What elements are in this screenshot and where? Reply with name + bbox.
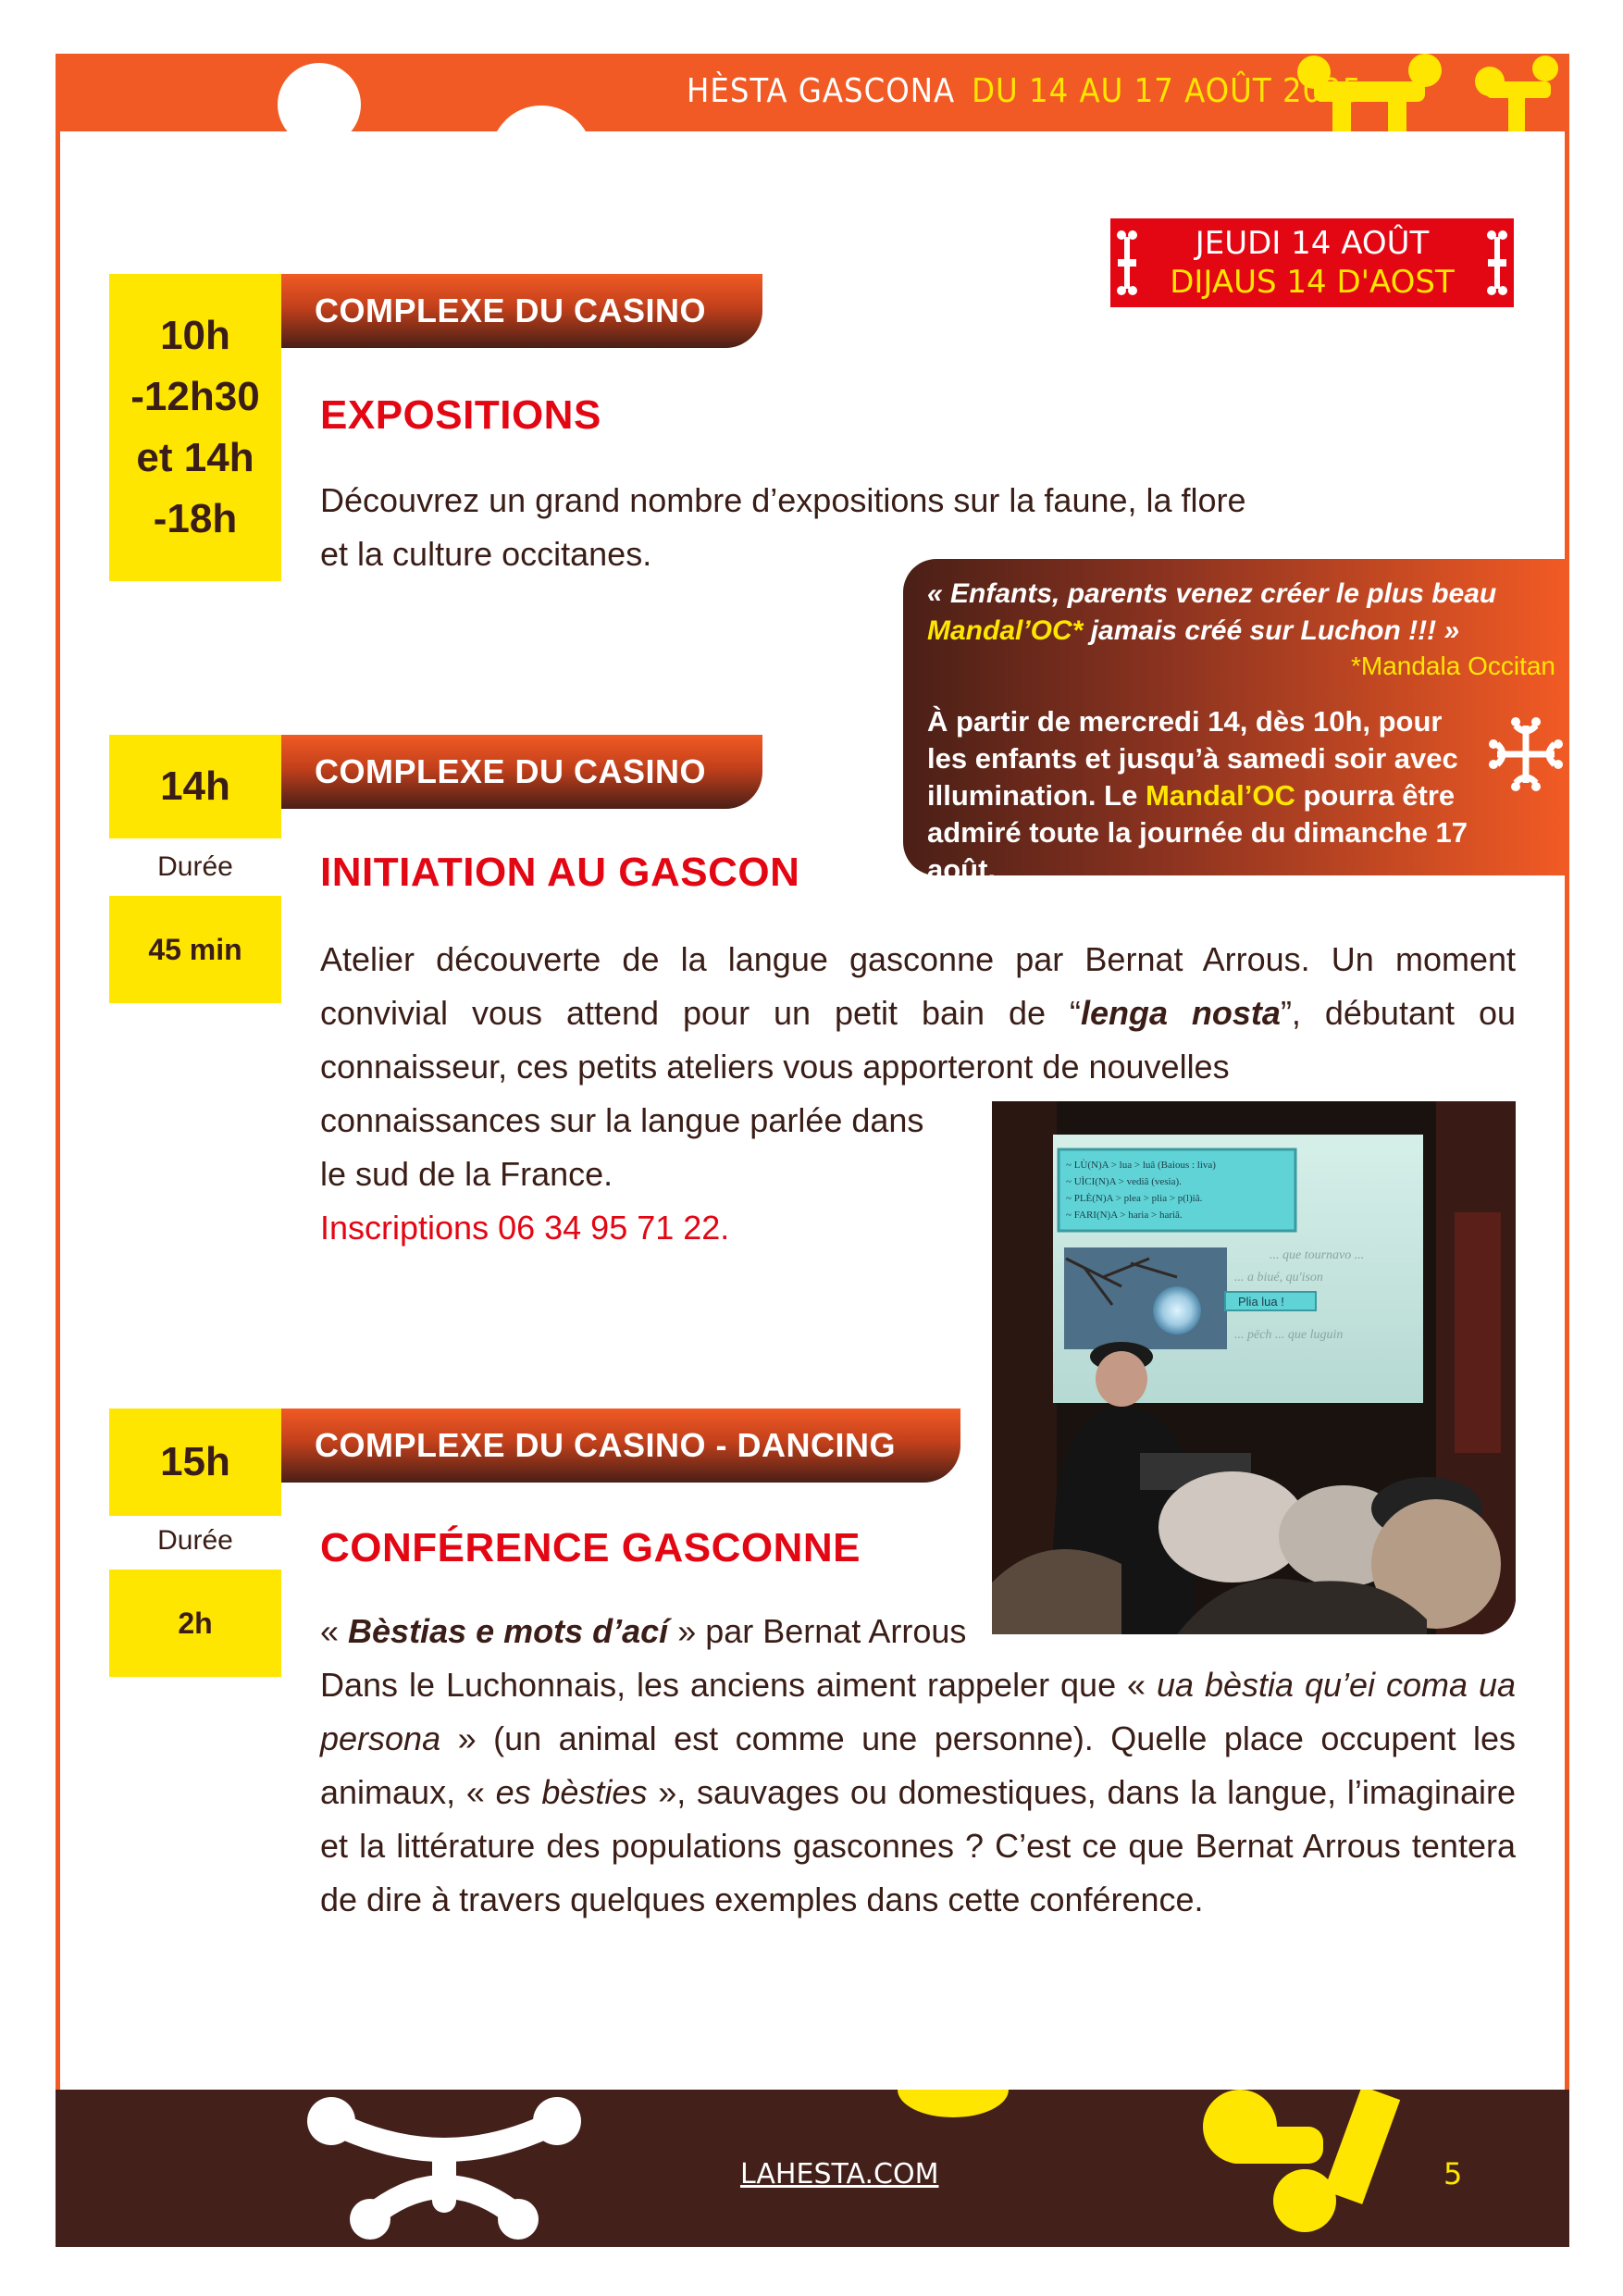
description-emphasis: es bèsties xyxy=(495,1773,648,1811)
subtitle-text: « xyxy=(320,1612,349,1650)
event-title: CONFÉRENCE GASCONNE xyxy=(320,1525,861,1570)
duration-value: 2h xyxy=(178,1606,213,1640)
time-line: 14h xyxy=(160,763,230,809)
frame-right-border xyxy=(1565,54,1569,2090)
footer-website-link[interactable]: LAHESTA.COM xyxy=(740,2158,939,2191)
desc-text: pourra être admiré toute la journée du dimanche 17 août. xyxy=(927,779,1468,886)
event-description xyxy=(320,1658,1516,1927)
event-duration xyxy=(109,1570,281,1677)
quote-text: « Enfants, parents venez créer le plus beau xyxy=(927,578,1497,609)
duration-label: Durée xyxy=(157,851,233,882)
event-subtitle xyxy=(320,1605,968,1658)
time-line: -12h30 xyxy=(130,374,260,419)
yellow-blob-decoration xyxy=(851,2090,1055,2127)
subtitle-text: » par Bernat Arrous xyxy=(668,1612,967,1650)
duration-value: 45 min xyxy=(148,932,242,966)
slide-line: ~ UÌCI(N)A > vediâ (vesia). xyxy=(1066,1176,1182,1187)
event-title: EXPOSITIONS xyxy=(320,392,601,438)
header-title xyxy=(687,72,1362,110)
slide-handwriting: ... pëch ... que luguin xyxy=(1234,1328,1344,1342)
description-line: Découvrez un grand nombre d’expositions sur la faune, la flore xyxy=(320,481,1246,519)
description-emphasis: ua bèstia qu’ei coma ua persona xyxy=(320,1666,1516,1757)
desc-text: À partir de mercredi 14, dès 10h, pour les enfants et jusqu’à samedi soir avec illumination. Le xyxy=(927,705,1458,812)
event-description-continued xyxy=(320,1094,968,1255)
duration-label: Durée xyxy=(157,1525,233,1556)
description-text: Atelier découverte de la langue gasconne par Bernat Arrous. Un moment convivial vous attend pour un petit bain de “ xyxy=(320,940,1516,1032)
occitan-cross-icon xyxy=(1484,713,1567,796)
slide-line: ~ LÙ(N)A > lua > luâ (Baious : liva) xyxy=(1066,1160,1216,1171)
slide-caption: Plia lua ! xyxy=(1238,1295,1284,1309)
date-french: JEUDI 14 AOÛT xyxy=(1195,225,1430,262)
desc-highlight: Mandal’OC xyxy=(1145,779,1295,812)
event-time xyxy=(109,1409,281,1516)
time-line: -18h xyxy=(153,496,238,541)
registration-phone: Inscriptions 06 34 95 71 22. xyxy=(320,1209,730,1247)
date-gascon: DIJAUS 14 D'AOST xyxy=(1170,264,1455,301)
venue-tab: COMPLEXE DU CASINO xyxy=(281,735,762,809)
photo-illustration xyxy=(992,1101,1516,1634)
time-line: et 14h xyxy=(136,435,254,480)
slide-handwriting: ... a biué, qu'ison xyxy=(1234,1271,1323,1285)
cross-ornament-icon xyxy=(1116,228,1138,298)
event-time xyxy=(109,274,281,581)
event-title: INITIATION AU GASCON xyxy=(320,850,800,895)
venue-tab: COMPLEXE DU CASINO xyxy=(281,274,762,348)
decorative-blob xyxy=(490,105,592,131)
description-text: » (un animal est comme une personne). Quelle place occupent les animaux, « xyxy=(320,1719,1516,1811)
conference-photo xyxy=(992,1101,1516,1634)
description-text: ”, débutant ou connaisseur, ces petits ateliers vous apporteront de nouvelles xyxy=(320,994,1516,1086)
description-line: connaissances sur la langue parlée dans xyxy=(320,1101,924,1139)
venue-tab: COMPLEXE DU CASINO - DANCING xyxy=(281,1409,960,1483)
description-text: », sauvages ou domestiques, dans la langue, l’imaginaire et la littérature des populations gasconnes ? C’est ce que Bernat Arrous tentera de dire à travers quelques exemples dans cette conférence. xyxy=(320,1773,1517,1918)
description-emphasis: lenga nosta xyxy=(1080,994,1281,1032)
date-badge xyxy=(1110,218,1514,307)
frame-left-border xyxy=(56,54,60,2090)
callout-description xyxy=(927,703,1482,888)
mandaloc-callout xyxy=(903,559,1565,886)
description-text: Dans le Luchonnais, les anciens aiment rappeler que « xyxy=(320,1666,1157,1704)
slide-line: ~ FARI(N)A > haria > hariâ. xyxy=(1066,1210,1183,1221)
description-line: le sud de la France. xyxy=(320,1155,613,1193)
time-line: 15h xyxy=(160,1439,230,1484)
occitan-cross-decoration xyxy=(305,2090,583,2247)
festival-dates: DU 14 AU 17 AOÛT 2025 xyxy=(972,72,1363,110)
event-duration xyxy=(109,896,281,1003)
slide-line: ~ PLÈ(N)A > plea > plia > p(l)iâ. xyxy=(1066,1193,1203,1204)
subtitle-emphasis: Bèstias e mots d’ací xyxy=(348,1612,669,1650)
description-line: et la culture occitanes. xyxy=(320,535,652,573)
occitan-cross-decoration xyxy=(1203,2090,1434,2247)
time-line: 10h xyxy=(160,313,230,358)
event-time xyxy=(109,735,281,838)
page-number: 5 xyxy=(1443,2156,1463,2191)
slide-handwriting: ... que tournavo ... xyxy=(1270,1248,1365,1262)
event-description xyxy=(320,933,1516,1094)
festival-name: HÈSTA GASCONA xyxy=(687,72,956,110)
callout-quote xyxy=(927,576,1538,650)
decorative-blob xyxy=(278,63,361,131)
quote-highlight: Mandal’OC* xyxy=(927,615,1084,646)
callout-footnote: *Mandala Occitan xyxy=(1350,652,1555,680)
cross-ornament-icon xyxy=(1486,228,1508,298)
quote-text: jamais créé sur Luchon !!! » xyxy=(1083,615,1460,646)
